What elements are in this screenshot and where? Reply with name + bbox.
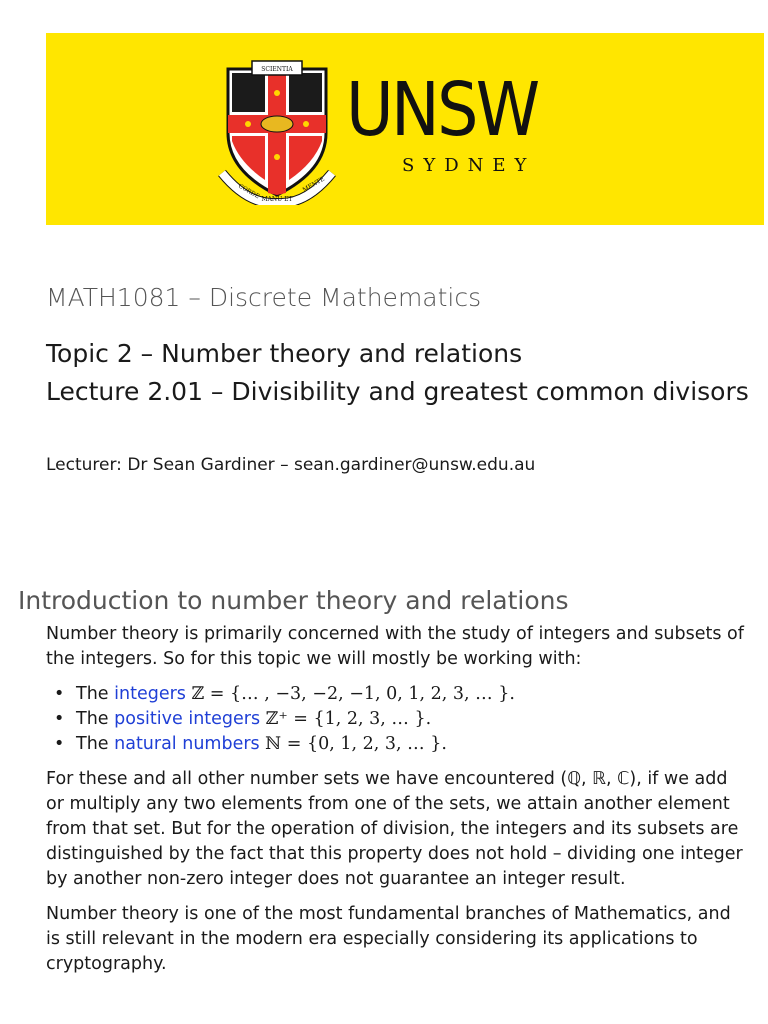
unsw-wordmark <box>346 67 586 176</box>
term-integers: integers <box>114 684 186 704</box>
list-item: • The natural numbers ℕ = {0, 1, 2, 3, … }. <box>46 732 746 757</box>
term-natural-numbers: natural numbers <box>114 734 260 754</box>
list-item: • The positive integers ℤ⁺ = {1, 2, 3, … }. <box>46 707 746 732</box>
crest-motto-mid: MANU ET <box>261 196 293 203</box>
importance-paragraph: Number theory is one of the most fundamental branches of Mathematics, and is still relevant in the modern era especially considering its applications to cryptography. <box>46 904 731 974</box>
list-item: • The integers ℤ = {… , −3, −2, −1, 0, 1, 2, 3, … }. <box>46 682 746 707</box>
unsw-banner <box>46 33 764 225</box>
crest-motto-left: CORDE <box>237 182 261 201</box>
crest-motto-right: MENTE <box>301 175 326 194</box>
crest-book-text: SCIENTIA <box>261 66 293 73</box>
bullet-icon: • <box>54 684 65 704</box>
number-set-list <box>46 682 746 757</box>
section-body <box>46 622 746 987</box>
course-title: MATH1081 – Discrete Mathematics <box>46 283 482 312</box>
lecture-title: Lecture 2.01 – Divisibility and greatest common divisors <box>46 377 749 406</box>
positive-integers-set: ℤ⁺ = {1, 2, 3, … }. <box>260 709 432 729</box>
division-paragraph: For these and all other number sets we have encountered (ℚ, ℝ, ℂ), if we add or multiply any two elements from one of the sets, we attain another element from that set. But for the operation of division, the integers and its subsets are distinguished by the fact that this property does not hold – dividing one integer by another non-zero integer does not guarantee an integer result. <box>46 769 743 889</box>
section-heading: Introduction to number theory and relations <box>18 586 569 615</box>
unsw-crest-logo <box>218 55 336 205</box>
lecturer-line: Lecturer: Dr Sean Gardiner – sean.gardiner@unsw.edu.au <box>46 455 536 475</box>
bullet-icon: • <box>54 709 65 729</box>
topic-title: Topic 2 – Number theory and relations <box>46 339 523 368</box>
bullet-icon: • <box>54 734 65 754</box>
sydney-text: SYDNEY <box>402 155 536 176</box>
unsw-text: UNSW <box>346 67 538 153</box>
natural-numbers-set: ℕ = {0, 1, 2, 3, … }. <box>259 734 447 754</box>
integers-set: ℤ = {… , −3, −2, −1, 0, 1, 2, 3, … }. <box>185 684 515 704</box>
term-positive-integers: positive integers <box>114 709 261 729</box>
intro-paragraph: Number theory is primarily concerned with the study of integers and subsets of the integers. So for this topic we will mostly be working with: <box>46 624 744 669</box>
